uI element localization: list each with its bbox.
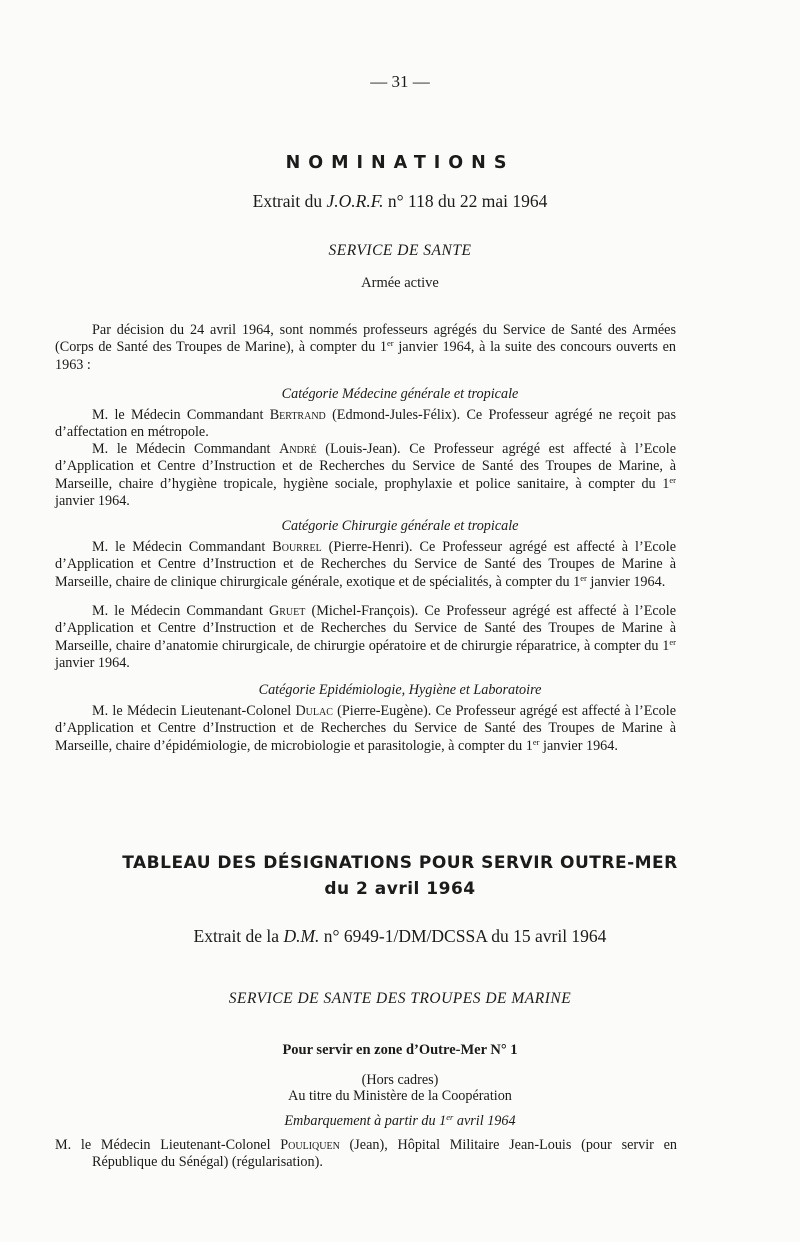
zone-heading: Pour servir en zone d’Outre-Mer N° 1 [282,1042,518,1058]
person-name: André [279,441,317,457]
category-title: Catégorie Chirurgie générale et tropicale [281,518,519,534]
intro-paragraph: Par décision du 24 avril 1964, sont nommés professeurs agrégés du Service de Santé des Armées (Corps de Santé des Troupes de Marine), à compter du 1er janvier 1964, à la suite des concours ouverts en 1963 : [55,322,676,373]
embarquement: Embarquement à partir du 1er avril 1964 [284,1112,516,1129]
ministere: Au titre du Ministère de la Coopération [288,1088,512,1104]
tableau-extract: Extrait de la D.M. n° 6949-1/DM/DCSSA du 15 avril 1964 [193,926,607,946]
nomination-entry: M. le Médecin Commandant Bourrel (Pierre-Henri). Ce Professeur agrégé est affecté à l’Ecole d’Application et Centre d’Instruction et de Recherches du Service de Santé des Troupes de Marine à Marseille, chaire de clinique chirurgicale générale, exotique et de spécialités, à compter du 1er janvier 1964. [55,539,676,590]
designation-entry: M. le Médecin Lieutenant-Colonel Pouliquen (Jean), Hôpital Militaire Jean-Louis (pour servir en République du Sénégal) (régularisation). [55,1137,677,1171]
nomination-entry: M. le Médecin Lieutenant-Colonel Dulac (Pierre-Eugène). Ce Professeur agrégé est affecté à l’Ecole d’Application et Centre d’Instruction et de Recherches du Service de Santé des Troupes de Marine à Marseille, chaire d’épidémiologie, de microbiologie et parasitologie, à compter du 1er janvier 1964. [55,703,676,754]
person-name: Bourrel [272,539,322,555]
person-name: Bertrand [269,407,326,423]
person-name: Dulac [295,703,333,719]
nomination-entry: M. le Médecin Commandant Gruet (Michel-François). Ce Professeur agrégé est affecté à l’Ecole d’Application et Centre d’Instruction et de Recherches du Service de Santé des Troupes de Marine à Marseille, chaire d’anatomie chirurgicale, de chirurgie opératoire et de chirurgie réparatrice, à compter du 1er janvier 1964. [55,603,676,672]
nomination-entry: M. le Médecin Commandant André (Louis-Jean). Ce Professeur agrégé est affecté à l’Ecole d’Application et Centre d’Instruction et de Recherches du Service de Santé des Troupes de Marine, à Marseille, chaire d’hygiène tropicale, hygiène sociale, prophylaxie et police sanitaire, à compter du 1er janvier 1964. [55,441,676,510]
nominations-title: NOMINATIONS [285,153,515,173]
hors-cadres: (Hors cadres) [361,1072,439,1088]
subservice-heading: Armée active [361,275,439,291]
category-title: Catégorie Epidémiologie, Hygiène et Laboratoire [258,682,542,698]
tableau-service: SERVICE DE SANTE DES TROUPES DE MARINE [228,990,572,1007]
page-number: — 31 — [370,72,430,91]
extract-source: J.O.R.F. [326,191,384,211]
extract-rest: n° 118 du 22 mai 1964 [383,191,548,211]
tableau-date: du 2 avril 1964 [324,879,476,899]
person-name: Pouliquen [280,1137,340,1153]
nomination-entry: M. le Médecin Commandant Bertrand (Edmond-Jules-Félix). Ce Professeur agrégé ne reçoit pas d’affectation en métropole. [55,407,676,441]
extract-prefix: Extrait du [252,191,327,211]
nominations-extract [0,193,800,210]
tableau-title: TABLEAU DES DÉSIGNATIONS POUR SERVIR OUTRE-MER [122,853,678,873]
category-title: Catégorie Médecine générale et tropicale [281,386,519,402]
person-name: Gruet [269,603,306,619]
service-heading: SERVICE DE SANTE [328,242,472,259]
